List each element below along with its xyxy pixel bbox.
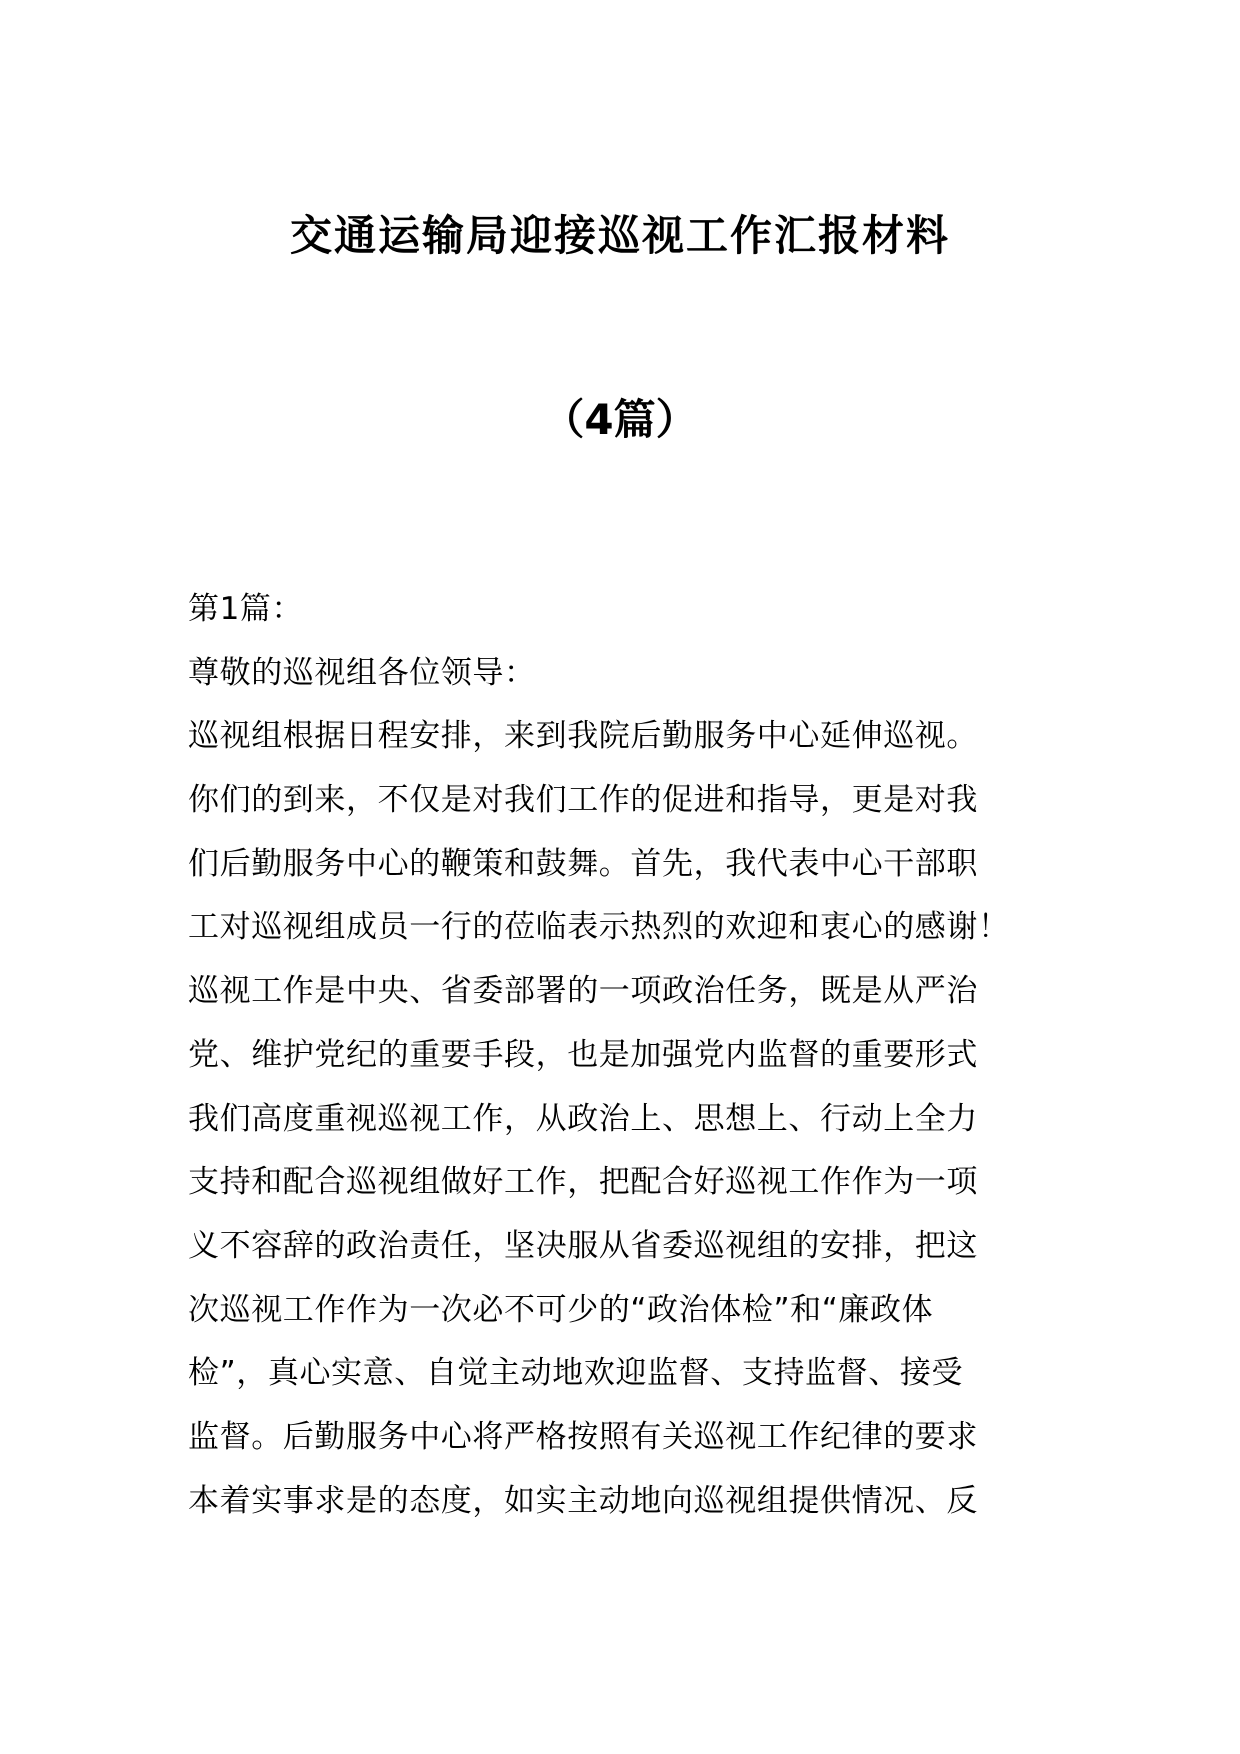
body-line: 本着实事求是的态度，如实主动地向巡视组提供情况、反 (188, 1482, 978, 1519)
body-line: 巡视组根据日程安排，来到我院后勤服务中心延伸巡视。 (188, 718, 978, 755)
body-line: 支持和配合巡视组做好工作，把配合好巡视工作作为一项 (188, 1164, 978, 1201)
body-line: 我们高度重视巡视工作，从政治上、思想上、行动上全力 (188, 1100, 978, 1137)
body-line: 党、维护党纪的重要手段，也是加强党内监督的重要形式 (188, 1036, 978, 1073)
document-title: 交通运输局迎接巡视工作汇报材料 (289, 211, 950, 260)
body-line: 们后勤服务中心的鞭策和鼓舞。首先，我代表中心干部职 (188, 845, 978, 882)
body-line: 巡视工作是中央、省委部署的一项政治任务，既是从严治 (188, 973, 978, 1010)
body-line: 检”，真心实意、自觉主动地欢迎监督、支持监督、接受 (188, 1355, 964, 1392)
body-line: 义不容辞的政治责任，坚决服从省委巡视组的安排，把这 (188, 1227, 978, 1264)
document-body (188, 578, 1068, 1533)
body-line: 监督。后勤服务中心将严格按照有关巡视工作纪律的要求 (188, 1418, 978, 1455)
body-line: 工对巡视组成员一行的莅临表示热烈的欢迎和衷心的感谢！ (188, 909, 1010, 946)
body-line: 你们的到来，不仅是对我们工作的促进和指导，更是对我 (188, 782, 978, 819)
body-line: 次巡视工作作为一次必不可少的“政治体检”和“廉政体 (188, 1291, 934, 1328)
document-subtitle: （4篇） (542, 395, 698, 444)
salutation: 尊敬的巡视组各位领导： (188, 654, 536, 691)
chapter-heading: 第1篇： (188, 591, 304, 627)
